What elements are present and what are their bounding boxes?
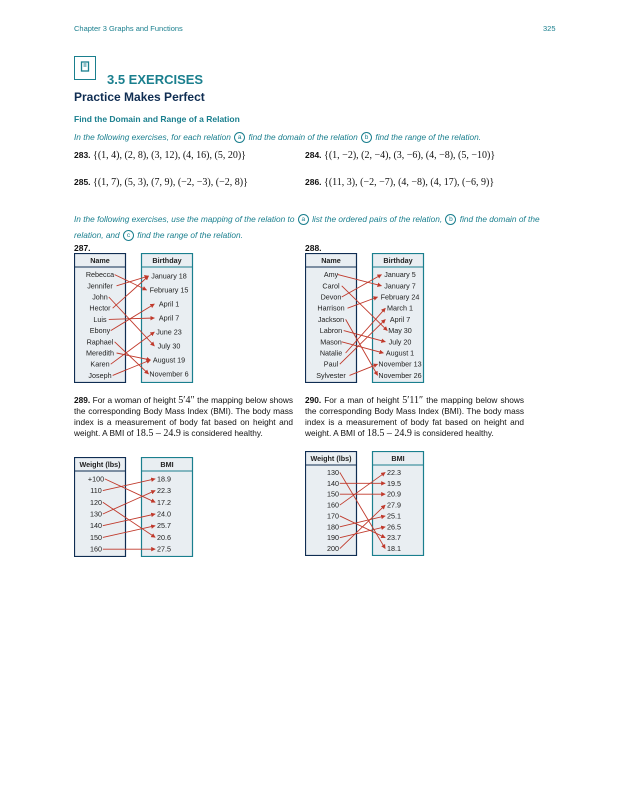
domain-item: John	[92, 292, 108, 302]
domain-item: 160	[327, 500, 339, 510]
page-number: 325	[543, 24, 556, 33]
range-item: April 1	[158, 299, 180, 309]
exercise-288-number: 288.	[305, 243, 322, 253]
domain-item: +100	[87, 474, 105, 484]
range-item: August 1	[385, 348, 415, 358]
domain-item: Jennifer	[87, 281, 113, 291]
mapping-diagram-290	[305, 451, 429, 556]
exercise-284: 284. {(1, −2), (2, −4), (3, −6), (4, −8), (5, −10)}	[305, 150, 496, 161]
domain-item: Devon	[320, 292, 342, 302]
domain-item: Harrison	[317, 303, 345, 313]
domain-item: 130	[327, 467, 339, 477]
exercises-book-icon	[74, 56, 96, 80]
range-item: 17.2	[157, 497, 171, 507]
domain-item: 190	[327, 533, 339, 543]
range-header: Birthday	[383, 256, 413, 265]
domain-item: Natalie	[319, 348, 343, 358]
exercise-285: 285. {(1, 7), (5, 3), (7, 9), (−2, −3), (−2, 8)}	[74, 177, 248, 188]
range-item: February 15	[149, 285, 189, 295]
exercise-289: 289. For a woman of height 5′4″ the mapping below shows the corresponding Body Mass Index (BMI). The body mass index is a measurement of body fat based on height and weight. A BMI of 18.5 – 24.9 is considered healthy.	[74, 395, 293, 439]
part-a-marker: a	[298, 214, 309, 225]
domain-item: Meredith	[86, 348, 114, 358]
domain-item: 110	[90, 486, 102, 496]
domain-item: 180	[327, 522, 339, 532]
instruction-1: In the following exercises, for each relation a find the domain of the relation b find the range of the relation.	[74, 132, 482, 142]
range-item: July 30	[157, 341, 181, 351]
range-item: November 13	[378, 359, 422, 369]
range-item: 20.9	[387, 489, 401, 499]
domain-item: 150	[327, 489, 339, 499]
mapping-diagram-289	[74, 457, 198, 557]
domain-item: 150	[90, 532, 102, 542]
domain-item: Ebony	[89, 326, 111, 336]
range-item: 27.5	[157, 544, 171, 554]
range-item: July 20	[388, 337, 412, 347]
range-item: 23.7	[387, 533, 401, 543]
domain-item: Carol	[322, 281, 340, 291]
range-item: March 1	[387, 303, 413, 313]
domain-item: Amy	[323, 270, 339, 280]
range-item: January 18	[151, 271, 187, 281]
domain-item: Karen	[90, 359, 110, 369]
domain-header: Name	[321, 256, 341, 265]
subsection-heading: Find the Domain and Range of a Relation	[74, 114, 240, 124]
mapping-diagram-287	[74, 253, 198, 383]
domain-item: 120	[90, 497, 102, 507]
domain-item: 130	[90, 509, 102, 519]
part-b-marker: b	[361, 132, 372, 143]
range-item: May 30	[388, 326, 412, 336]
range-item: January 7	[384, 281, 416, 291]
domain-item: Rebecca	[85, 270, 115, 280]
instruction-2: In the following exercises, use the mapping of the relation to a list the ordered pairs of the relation, b find the domain of the relation, and c find the range of the relation.	[74, 214, 540, 240]
range-item: 19.5	[387, 478, 401, 488]
range-item: 18.9	[157, 474, 171, 484]
range-header: BMI	[391, 454, 405, 463]
chapter-header: Chapter 3 Graphs and Functions	[74, 24, 183, 33]
mapping-diagram-288	[305, 253, 429, 383]
domain-item: Sylvester	[316, 370, 346, 380]
range-item: April 7	[389, 314, 411, 324]
range-item: 24.0	[157, 509, 171, 519]
domain-item: Paul	[323, 359, 339, 369]
range-item: 27.9	[387, 500, 401, 510]
domain-item: Mason	[320, 337, 342, 347]
exercise-287-number: 287.	[74, 243, 91, 253]
range-item: 25.1	[387, 511, 401, 521]
range-item: June 23	[156, 327, 182, 337]
range-item: 26.5	[387, 522, 401, 532]
range-item: 22.3	[157, 486, 171, 496]
range-item: 20.6	[157, 532, 171, 542]
range-item: November 6	[149, 369, 189, 379]
domain-header: Weight (lbs)	[79, 460, 121, 469]
range-item: January 5	[384, 270, 416, 280]
domain-item: Raphael	[86, 337, 114, 347]
range-item: April 7	[158, 313, 180, 323]
part-b-marker: b	[445, 214, 456, 225]
domain-item: 160	[90, 544, 102, 554]
range-header: Birthday	[152, 256, 182, 265]
domain-item: Joseph	[88, 370, 112, 380]
exercise-283: 283. {(1, 4), (2, 8), (3, 12), (4, 16), (5, 20)}	[74, 150, 246, 161]
domain-item: Luis	[93, 314, 107, 324]
section-title: 3.5 EXERCISES	[107, 72, 204, 87]
range-item: 18.1	[387, 544, 401, 554]
domain-header: Name	[90, 256, 110, 265]
domain-item: 170	[327, 511, 339, 521]
domain-item: Labron	[319, 326, 343, 336]
domain-item: 200	[327, 544, 339, 554]
range-item: 22.3	[387, 467, 401, 477]
range-item: February 24	[380, 292, 420, 302]
exercise-286: 286. {(11, 3), (−2, −7), (4, −8), (4, 17), (−6, 9)}	[305, 177, 495, 188]
domain-item: Hector	[89, 303, 111, 313]
section-subtitle: Practice Makes Perfect	[74, 90, 205, 104]
domain-item: 140	[327, 478, 339, 488]
range-header: BMI	[160, 460, 174, 469]
range-item: August 19	[152, 355, 186, 365]
range-item: 25.7	[157, 521, 171, 531]
exercise-290: 290. For a man of height 5′11″ the mapping below shows the corresponding Body Mass Index (BMI). The body mass index is a measurement of body fat based on height and weight. A BMI of 18.5 – 24.9 is considered healthy.	[305, 395, 524, 439]
part-a-marker: a	[234, 132, 245, 143]
domain-header: Weight (lbs)	[310, 454, 352, 463]
domain-item: Jackson	[317, 314, 345, 324]
domain-item: 140	[90, 521, 102, 531]
part-c-marker: c	[123, 230, 134, 241]
range-item: November 26	[378, 370, 422, 380]
